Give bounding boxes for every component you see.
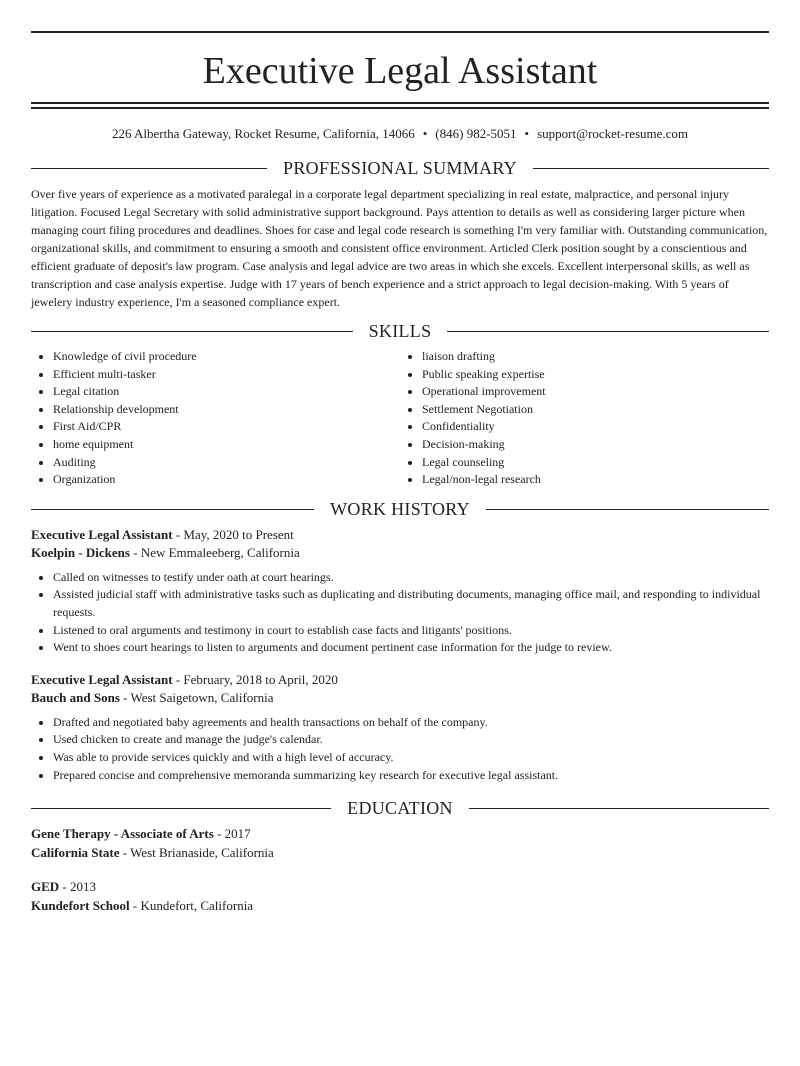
company: Koelpin - Dickens	[31, 545, 130, 561]
skill-item: • Legal citation	[53, 383, 400, 401]
job-location: New Emmaleeberg, California	[140, 545, 300, 561]
skill-item: • Public speaking expertise	[422, 366, 769, 384]
job-bullet: • Listened to oral arguments and testimony in court to establish case facts and litigants' positions.	[53, 622, 769, 640]
section-header-skills: SKILLS	[31, 321, 769, 342]
skills-list	[31, 348, 769, 489]
top-rule	[31, 31, 769, 33]
education-entry	[31, 825, 769, 862]
job-company-line	[31, 544, 769, 563]
dash: -	[172, 671, 184, 687]
job-title: Executive Legal Assistant	[31, 671, 173, 687]
school-line	[31, 897, 769, 916]
dash: -	[213, 826, 225, 842]
skill-item: • Organization	[53, 471, 400, 489]
skill-item: • Knowledge of civil procedure	[53, 348, 400, 366]
job-bullet: • Drafted and negotiated baby agreements and health transactions on behalf of the company.	[53, 714, 769, 732]
skill-item: • Relationship development	[53, 401, 400, 419]
dash: -	[119, 690, 131, 706]
skill-item: • home equipment	[53, 436, 400, 454]
job-bullet: • Was able to provide services quickly and with a high level of accuracy.	[53, 749, 769, 767]
dash: -	[129, 897, 141, 913]
school-location: Kundefort, California	[140, 897, 254, 913]
job-bullet: • Assisted judicial staff with administrative tasks such as duplicating and distributing documents, managing office mail, and responding to individual requests.	[53, 586, 769, 621]
email: support@rocket-resume.com	[537, 126, 689, 141]
phone: (846) 982-5051	[435, 126, 517, 141]
dash: -	[59, 879, 71, 895]
school: Kundefort School	[31, 897, 130, 913]
year: 2017	[224, 826, 251, 842]
job-entry	[31, 671, 769, 784]
dash: -	[119, 844, 131, 860]
school: California State	[31, 844, 120, 860]
job-company-line	[31, 689, 769, 708]
skills-right	[400, 348, 769, 489]
job-title-line	[31, 671, 769, 690]
year: 2013	[70, 879, 97, 895]
school-location: West Brianaside, California	[130, 844, 274, 860]
job-bullets	[31, 714, 769, 784]
contact-line: 226 Albertha Gateway, Rocket Resume, California, 14066 • (846) 982-5051 • support@rocket-resume.com	[111, 126, 689, 141]
job-bullet: • Prepared concise and comprehensive memoranda summarizing key research for executive legal assistant.	[53, 767, 769, 785]
address: 226 Albertha Gateway, Rocket Resume, California, 14066	[111, 126, 415, 141]
skill-item: • Confidentiality	[422, 418, 769, 436]
job-dates: May, 2020 to Present	[183, 526, 294, 542]
skills-left	[31, 348, 400, 489]
double-rule	[31, 102, 769, 109]
summary-text: Over five years of experience as a motivated paralegal in a corporate legal department specializing in real estate, malpractice, and personal injury litigation. Focused Legal Secretary with solid administrative support background. Pays attention to details as well as considering larger picture when managing court filing procedures and deadlines. Shoes for case and legal code research is something I'm very familiar with. Outstanding communication, organizational skills, and commitment to ensuring a smooth and consistent office environment. Articled Clerk position sought by a conscientious and efficient graduate of deposit's law program. Case analysis and legal advice are two areas in which she excels. Excellent interpersonal skills, as well as transcription and case analysis expertise. Judge with 17 years of bench experience and a strict approach to legal decision-making. With 5 years of jewelery industry experience, I'm a seasoned compliance expert.	[31, 187, 768, 309]
degree: Gene Therapy - Associate of Arts	[31, 826, 214, 842]
degree: GED	[31, 879, 60, 895]
skill-item: • Decision-making	[422, 436, 769, 454]
section-header-education: EDUCATION	[31, 798, 769, 819]
resume	[0, 31, 800, 1066]
resume-title: Executive Legal Assistant	[202, 50, 598, 92]
skill-item: • liaison drafting	[422, 348, 769, 366]
skill-item: • First Aid/CPR	[53, 418, 400, 436]
job-bullets	[31, 569, 769, 657]
education-list	[31, 825, 769, 915]
company: Bauch and Sons	[31, 690, 120, 706]
skill-item: • Auditing	[53, 454, 400, 472]
skill-item: • Legal/non-legal research	[422, 471, 769, 489]
education-entry	[31, 878, 769, 915]
dash: -	[172, 526, 184, 542]
skill-item: • Efficient multi-tasker	[53, 366, 400, 384]
job-entry	[31, 526, 769, 657]
degree-line	[31, 878, 769, 897]
job-title-line	[31, 526, 769, 545]
section-header-summary: PROFESSIONAL SUMMARY	[31, 158, 769, 179]
job-bullet: • Called on witnesses to testify under oath at court hearings.	[53, 569, 769, 587]
school-line	[31, 844, 769, 863]
degree-line	[31, 825, 769, 844]
skill-item: • Operational improvement	[422, 383, 769, 401]
work-history	[31, 526, 769, 784]
job-location: West Saigetown, California	[130, 690, 274, 706]
job-dates: February, 2018 to April, 2020	[183, 671, 338, 687]
job-bullet: • Went to shoes court hearings to listen to arguments and document pertinent case information for the judge to review.	[53, 639, 769, 657]
job-bullet: • Used chicken to create and manage the judge's calendar.	[53, 731, 769, 749]
skill-item: • Settlement Negotiation	[422, 401, 769, 419]
job-title: Executive Legal Assistant	[31, 526, 173, 542]
section-header-work: WORK HISTORY	[31, 499, 769, 520]
skill-item: • Legal counseling	[422, 454, 769, 472]
dash: -	[129, 545, 141, 561]
